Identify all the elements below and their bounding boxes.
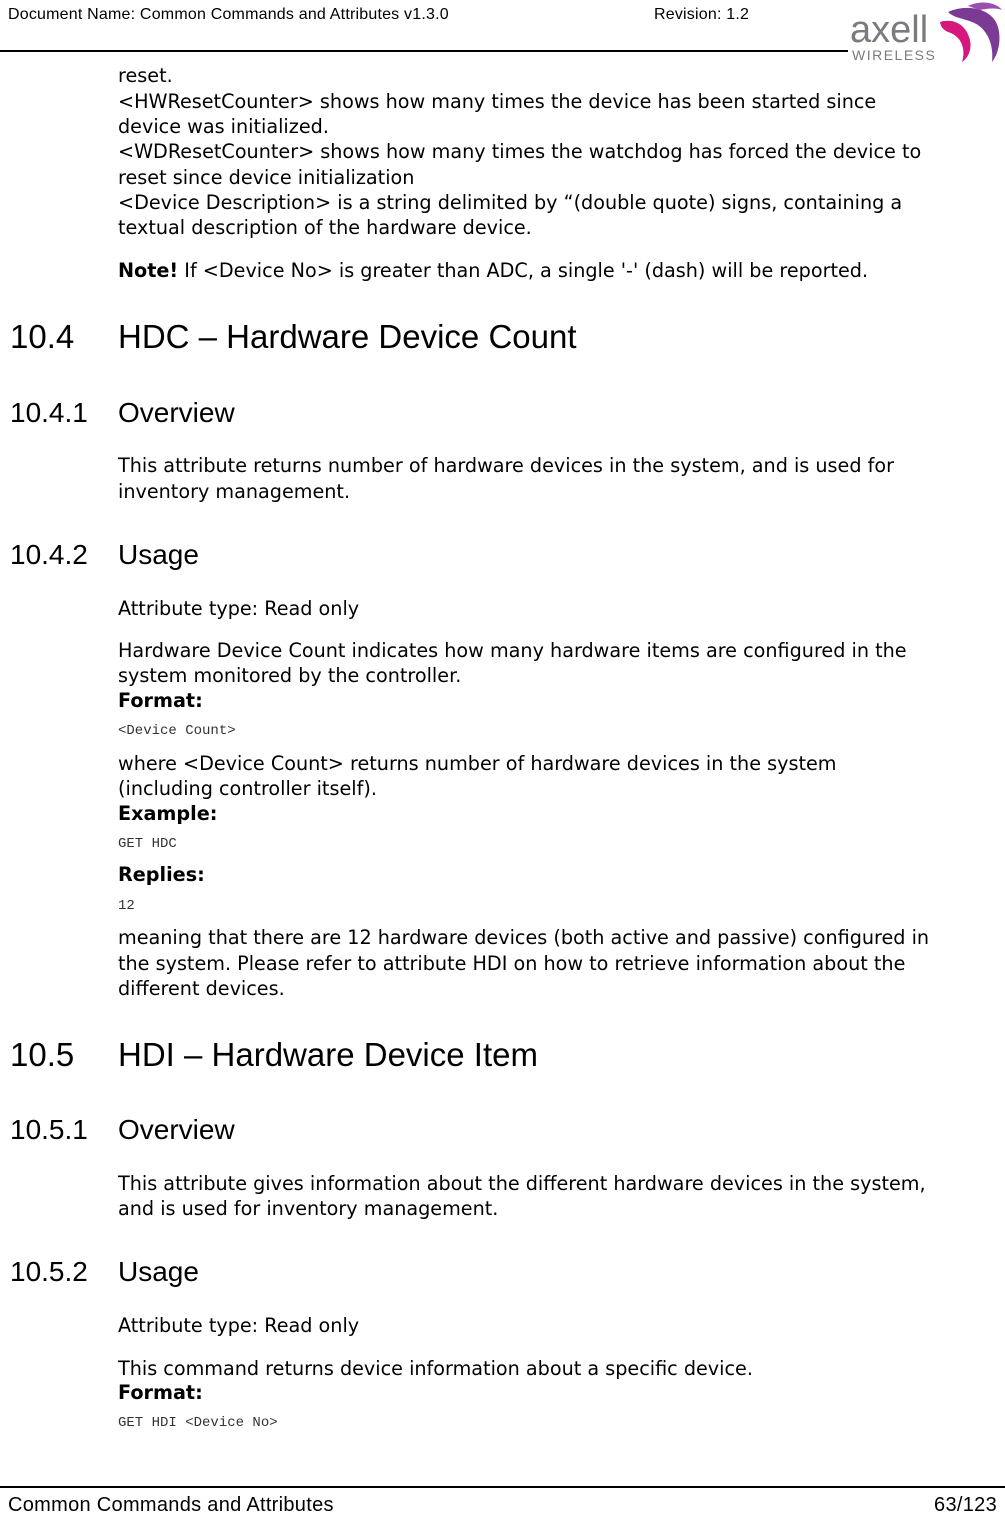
document-name: Document Name: Common Commands and Attributes v1.3.0	[8, 6, 449, 23]
format-code: GET HDI <Device No>	[118, 1415, 278, 1431]
format-code: <Device Count>	[118, 723, 236, 739]
intro-line: reset since device initialization	[118, 166, 415, 189]
subsection-heading-10-4-1: 10.4.1 Overview	[10, 397, 235, 428]
intro-line: textual description of the hardware device.	[118, 216, 532, 239]
paragraph: This command returns device information about a specific device.	[118, 1357, 753, 1380]
attribute-type: Attribute type: Read only	[118, 1314, 360, 1337]
axell-wireless-logo-icon	[848, 0, 1005, 66]
logo-sub: WIRELESS	[852, 47, 937, 63]
note-label: Note!	[118, 259, 179, 282]
attribute-type: Attribute type: Read only	[118, 597, 360, 620]
paragraph: This attribute returns number of hardware devices in the system, and is used for	[118, 454, 895, 477]
paragraph: system monitored by the controller.	[118, 664, 462, 687]
intro-line: <Device Description> is a string delimited by “(double quote) signs, containing a	[118, 191, 903, 214]
section-heading-10-5: 10.5 HDI – Hardware Device Item	[10, 1036, 538, 1073]
replies-label: Replies:	[118, 863, 205, 886]
format-label: Format:	[118, 1381, 203, 1404]
example-label: Example:	[118, 802, 218, 825]
page-header	[0, 0, 1005, 70]
replies-code: 12	[118, 898, 135, 914]
paragraph: inventory management.	[118, 480, 351, 503]
paragraph: different devices.	[118, 977, 285, 1000]
header-rule	[0, 50, 848, 52]
note-text: If <Device No> is greater than ADC, a single '-' (dash) will be reported.	[178, 259, 869, 282]
revision: Revision: 1.2	[654, 6, 750, 23]
paragraph: (including controller itself).	[118, 777, 377, 800]
subsection-heading-10-5-1: 10.5.1 Overview	[10, 1114, 235, 1145]
subsection-heading-10-4-2: 10.4.2 Usage	[10, 539, 199, 570]
page-number: 63/123	[934, 1494, 997, 1516]
footer-title: Common Commands and Attributes	[8, 1494, 334, 1516]
intro-line: device was initialized.	[118, 115, 329, 138]
logo-word: axell	[850, 9, 929, 51]
paragraph: and is used for inventory management.	[118, 1197, 499, 1220]
paragraph: where <Device Count> returns number of hardware devices in the system	[118, 752, 837, 775]
paragraph: meaning that there are 12 hardware devices (both active and passive) configured in	[118, 926, 930, 949]
footer-rule	[0, 1486, 1005, 1488]
section-heading-10-4: 10.4 HDC – Hardware Device Count	[10, 318, 577, 355]
intro-line: <HWResetCounter> shows how many times the device has been started since	[118, 90, 877, 113]
paragraph: Hardware Device Count indicates how many hardware items are configured in the	[118, 639, 907, 662]
note	[118, 258, 868, 283]
paragraph: the system. Please refer to attribute HDI on how to retrieve information about the	[118, 952, 906, 975]
intro-line: reset.	[118, 64, 173, 87]
subsection-heading-10-5-2: 10.5.2 Usage	[10, 1256, 199, 1287]
format-label: Format:	[118, 689, 203, 712]
intro-line: <WDResetCounter> shows how many times the watchdog has forced the device to	[118, 140, 922, 163]
example-code: GET HDC	[118, 836, 177, 852]
paragraph: This attribute gives information about the different hardware devices in the system,	[118, 1172, 926, 1195]
